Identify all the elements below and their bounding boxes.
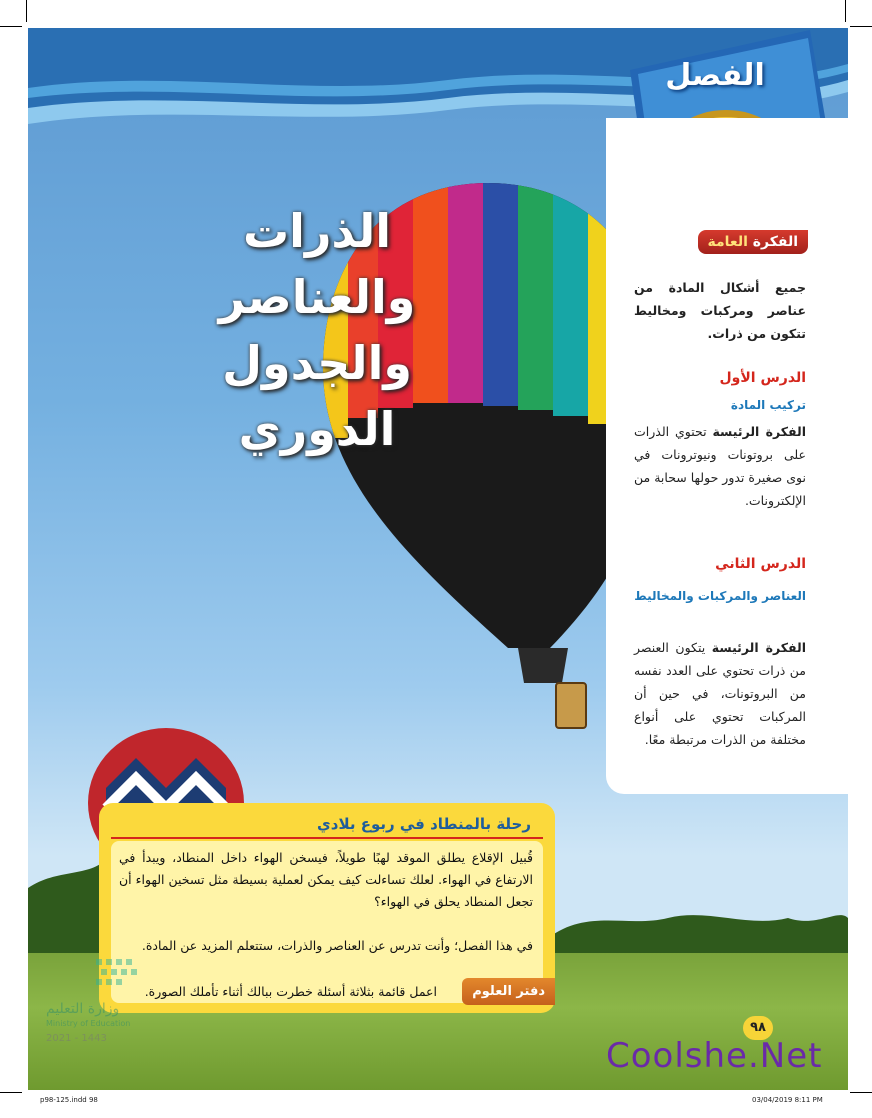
ministry-name-en: Ministry of Education: [46, 1019, 131, 1028]
crop-mark: [26, 0, 27, 22]
science-journal-tag: دفتر العلوم: [462, 978, 555, 1005]
footer-file: p98-125.indd 98: [40, 1096, 98, 1104]
lesson2-body: [634, 636, 806, 751]
science-journal-text: اعمل قائمة بثلاثة أسئلة خطرت ببالك أثناء تأملك الصورة.: [144, 984, 437, 999]
big-idea-label-highlight: العامة: [707, 234, 748, 250]
big-idea-tag: [698, 230, 809, 254]
crop-mark: [850, 26, 872, 27]
title-line-2: والجدول الدوري: [222, 336, 412, 456]
chapter-title: [137, 198, 497, 462]
crop-mark: [0, 1092, 22, 1093]
big-idea-text: جميع أشكال المادة من عناصر ومركبات ومخاليط تتكون من ذرات.: [634, 280, 806, 341]
crop-mark: [845, 0, 846, 22]
watermark-text: Coolshe.Net: [606, 1036, 823, 1076]
ministry-logo: [46, 955, 156, 1045]
lesson2-key: الفكرة الرئيسة: [711, 640, 806, 655]
lesson1-subtitle: تركيب المادة: [730, 398, 806, 412]
crop-mark: [0, 26, 22, 27]
intro-paragraph-2: في هذا الفصل؛ وأنت تدرس عن العناصر والذرات، ستتعلم المزيد عن المادة.: [141, 938, 533, 953]
ministry-name: وزارة التعليم: [46, 1001, 120, 1017]
big-idea-label: الفكرة: [752, 234, 798, 250]
chapter-overview-panel: [606, 118, 848, 794]
page-number: ٩٨: [743, 1016, 773, 1040]
intro-box: [99, 803, 555, 1013]
divider: [111, 837, 543, 839]
lesson2-subtitle: العناصر والمركبات والمخاليط: [634, 589, 806, 603]
crop-mark: [850, 1092, 872, 1093]
title-line-1: الذرات والعناصر: [218, 204, 416, 324]
ministry-logo-mark: [46, 955, 146, 999]
lesson1-text: تحتوي الذرات على بروتونات ونيوترونات في نوى صغيرة تدور حولها سحابة من الإلكترونات.: [634, 424, 806, 508]
footer-date: 03/04/2019 8:11 PM: [752, 1096, 823, 1104]
lesson2-text: يتكون العنصر من ذرات تحتوي على العدد نفسه من البروتونات، في حين أن المركبات تحتوي على أنواع مختلفة من الذرات مرتبطة معًا.: [634, 640, 806, 747]
lesson2-heading: الدرس الثاني: [715, 556, 806, 572]
intro-paragraph-1: قُبيل الإقلاع يطلق الموقد لهبًا طويلاً، فيسخن الهواء داخل المنطاد، ويبدأ في الارتفاع في الهواء. لعلك تساءلت كيف يمكن لعملية بسيطة مثل تسخين الهواء أن تجعل المنطاد يحلق في الهواء؟: [119, 850, 533, 909]
lesson1-heading: الدرس الأول: [719, 370, 806, 386]
chapter-label: الفصل: [665, 58, 765, 93]
intro-box-title: رحلة بالمنطاد في ربوع بلادي: [317, 815, 531, 833]
ministry-year: 2021 - 1443: [46, 1033, 107, 1044]
lesson1-body: [634, 420, 806, 512]
lesson1-key: الفكرة الرئيسة: [712, 424, 806, 439]
